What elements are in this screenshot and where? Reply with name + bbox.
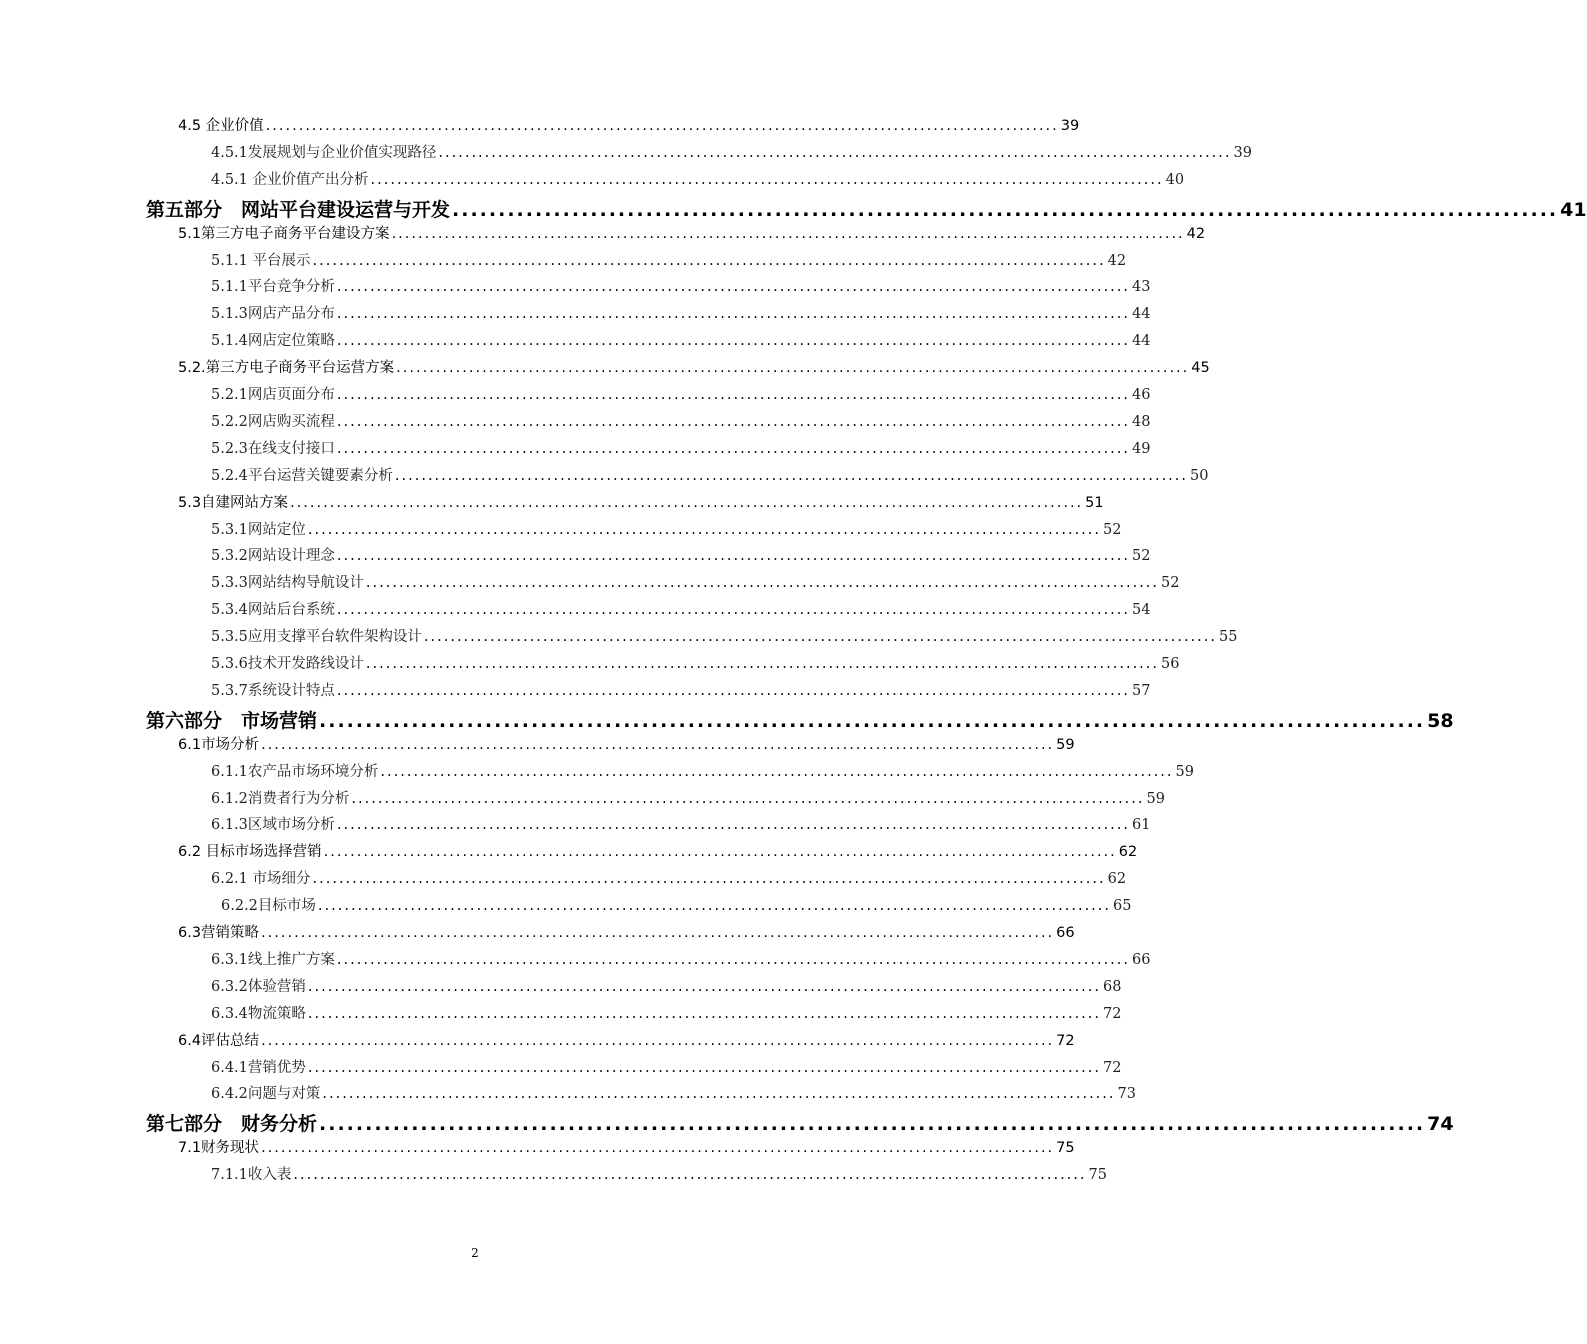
toc-leader-dots: ........................................................................................................................ — [312, 252, 1106, 269]
toc-entry-page: 44 — [1132, 333, 1151, 350]
toc-leader-dots: ........................................................................................................................ — [336, 387, 1131, 403]
toc-entry[interactable] — [211, 168, 1185, 189]
toc-entry-title: 5.2.1网店页面分布 — [211, 387, 335, 403]
toc-entry[interactable] — [146, 706, 1454, 733]
toc-entry-title: 6.4.1营销优势 — [211, 1059, 306, 1076]
toc-leader-dots: ........................................................................................................................ — [261, 1140, 1055, 1157]
toc-entry-page: 40 — [1165, 171, 1185, 188]
toc-entry[interactable] — [211, 1056, 1122, 1077]
toc-entry[interactable] — [178, 491, 1104, 512]
toc-leader-dots: ........................................................................................................................ — [336, 279, 1131, 296]
toc-entry-title: 5.3.7系统设计特点 — [211, 682, 335, 699]
toc-entry-title: 5.3.3网站结构导航设计 — [211, 575, 364, 592]
toc-leader-dots: ........................................................................................................................ — [261, 925, 1055, 941]
toc-entry-title: 6.2.2目标市场 — [221, 898, 316, 915]
toc-entry-title: 6.4.2问题与对策 — [211, 1086, 321, 1103]
toc-entry[interactable] — [211, 141, 1252, 162]
toc-entry[interactable] — [146, 1109, 1454, 1136]
toc-entry-title: 5.2.3在线支付接口 — [211, 440, 335, 457]
toc-entry-page: 66 — [1056, 925, 1075, 941]
toc-leader-dots: ........................................................................................................................ — [319, 1113, 1426, 1136]
toc-entry-title: 6.3.1线上推广方案 — [211, 951, 335, 968]
toc-entry-page: 39 — [1233, 144, 1252, 161]
toc-leader-dots: ........................................................................................................................ — [307, 521, 1102, 538]
toc-entry[interactable] — [178, 921, 1075, 942]
toc-entry-page: 74 — [1427, 1113, 1454, 1136]
toc-entry[interactable] — [211, 571, 1180, 592]
toc-entry[interactable] — [178, 356, 1210, 377]
toc-entry-title: 7.1财务现状 — [178, 1140, 260, 1157]
toc-entry-title: 6.3营销策略 — [178, 925, 260, 941]
toc-entry-page: 72 — [1103, 1005, 1122, 1022]
toc-entry-title: 4.5.1发展规划与企业价值实现路径 — [211, 144, 437, 161]
toc-entry-title: 第七部分 财务分析 — [146, 1113, 318, 1136]
toc-entry[interactable] — [211, 625, 1238, 646]
toc-entry-page: 59 — [1056, 736, 1075, 753]
toc-leader-dots: ........................................................................................................................ — [319, 709, 1426, 732]
toc-leader-dots: ........................................................................................................................ — [380, 763, 1174, 780]
toc-entry[interactable] — [178, 222, 1206, 243]
toc-leader-dots: ........................................................................................................................ — [336, 333, 1131, 350]
toc-entry-page: 72 — [1056, 1032, 1075, 1049]
toc-entry-title: 5.1.1平台竞争分析 — [211, 279, 335, 296]
toc-entry-title: 6.1.2消费者行为分析 — [211, 790, 350, 807]
toc-entry-title: 6.1.1农产品市场环境分析 — [211, 763, 379, 780]
toc-leader-dots: ........................................................................................................................ — [261, 736, 1055, 753]
toc-entry-page: 52 — [1161, 575, 1180, 592]
toc-leader-dots: ........................................................................................................................ — [365, 575, 1160, 592]
toc-leader-dots: ........................................................................................................................ — [391, 225, 1185, 242]
toc-entry-page: 73 — [1117, 1086, 1136, 1103]
toc-leader-dots: ........................................................................................................................ — [323, 844, 1117, 861]
toc-entry-page: 58 — [1427, 709, 1454, 732]
toc-leader-dots: ........................................................................................................................ — [293, 1167, 1087, 1184]
toc-entry[interactable] — [211, 464, 1209, 485]
toc-entry[interactable] — [211, 383, 1151, 404]
toc-entry-page: 56 — [1161, 656, 1180, 672]
toc-leader-dots: ........................................................................................................................ — [394, 467, 1189, 484]
toc-entry-page: 52 — [1132, 548, 1151, 565]
toc-entry-title: 6.1市场分析 — [178, 736, 260, 753]
toc-entry[interactable] — [178, 1136, 1075, 1157]
toc-entry-title: 6.4评估总结 — [178, 1032, 260, 1049]
toc-entry[interactable] — [211, 302, 1151, 323]
toc-entry-page: 50 — [1190, 467, 1209, 484]
toc-entry-title: 5.3.5应用支撑平台软件架构设计 — [211, 629, 422, 646]
toc-entry-page: 62 — [1118, 844, 1138, 861]
toc-entry-title: 6.1.3区域市场分析 — [211, 817, 335, 834]
toc-entry[interactable] — [211, 760, 1194, 781]
toc-leader-dots: ........................................................................................................................ — [370, 171, 1164, 188]
toc-entry-page: 49 — [1132, 440, 1151, 457]
toc-leader-dots: ........................................................................................................................ — [336, 951, 1131, 968]
toc-leader-dots: ........................................................................................................................ — [336, 602, 1131, 619]
toc-entry-title: 5.2.2网店购买流程 — [211, 413, 335, 430]
toc-entry-title: 第六部分 市场营销 — [146, 709, 318, 732]
toc-entry-title: 5.1.4网店定位策略 — [211, 333, 335, 350]
toc-entry[interactable] — [211, 275, 1151, 296]
toc-entry[interactable] — [178, 840, 1138, 861]
toc-leader-dots: ........................................................................................................................ — [351, 790, 1145, 807]
toc-entry-page: 59 — [1146, 790, 1165, 807]
toc-entry[interactable] — [211, 948, 1151, 969]
toc-leader-dots: ........................................................................................................................ — [336, 413, 1131, 430]
toc-entry-page: 59 — [1175, 763, 1194, 780]
toc-entry[interactable] — [211, 975, 1122, 996]
toc-entry-page: 45 — [1191, 360, 1210, 377]
toc-entry-page: 61 — [1132, 817, 1151, 834]
toc-entry[interactable] — [221, 894, 1132, 915]
toc-entry-title: 7.1.1收入表 — [211, 1167, 292, 1184]
toc-entry-page: 54 — [1132, 602, 1151, 619]
toc-entry[interactable] — [211, 1002, 1122, 1023]
toc-leader-dots: ........................................................................................................................ — [336, 440, 1131, 457]
toc-entry[interactable] — [178, 1029, 1075, 1050]
toc-leader-dots: ........................................................................................................................ — [322, 1086, 1116, 1103]
toc-entry[interactable] — [211, 813, 1151, 834]
toc-entry-title: 5.3.2网站设计理念 — [211, 548, 335, 565]
toc-entry-title: 第五部分 网站平台建设运营与开发 — [146, 198, 451, 221]
toc-leader-dots: ........................................................................................................................ — [423, 629, 1218, 646]
toc-entry-page: 55 — [1219, 629, 1238, 646]
toc-leader-dots: ........................................................................................................................ — [307, 1059, 1102, 1076]
toc-entry-page: 39 — [1060, 118, 1080, 134]
toc-entry-page: 44 — [1132, 306, 1151, 323]
toc-entry-page: 42 — [1186, 225, 1206, 242]
toc-leader-dots: ........................................................................................................................ — [317, 898, 1112, 915]
toc-entry[interactable] — [178, 733, 1075, 754]
toc-leader-dots: ........................................................................................................................ — [336, 306, 1131, 323]
toc-entry[interactable] — [178, 114, 1080, 135]
toc-entry-title: 4.5.1 企业价值产出分析 — [211, 171, 369, 188]
toc-entry[interactable] — [211, 598, 1151, 619]
toc-entry-title: 5.3自建网站方案 — [178, 494, 289, 511]
toc-entry[interactable] — [211, 410, 1151, 431]
toc-leader-dots: ........................................................................................................................ — [307, 1005, 1102, 1022]
toc-entry-page: 41 — [1560, 198, 1587, 221]
toc-entry[interactable] — [211, 787, 1165, 808]
toc-leader-dots: ........................................................................................................................ — [396, 360, 1190, 377]
toc-entry[interactable] — [211, 249, 1127, 270]
toc-entry-page: 66 — [1132, 951, 1151, 968]
toc-entry[interactable] — [211, 1163, 1107, 1184]
toc-entry-title: 6.2 目标市场选择营销 — [178, 844, 322, 861]
toc-entry-page: 42 — [1107, 252, 1127, 269]
page-number: 2 — [471, 1246, 479, 1260]
toc-leader-dots: ........................................................................................................................ — [290, 494, 1084, 511]
toc-entry-title: 5.1.3网店产品分布 — [211, 306, 335, 323]
toc-entry-page: 57 — [1132, 682, 1151, 699]
toc-entry-page: 65 — [1113, 898, 1132, 915]
toc-entry-page: 75 — [1056, 1140, 1075, 1157]
toc-entry[interactable] — [211, 329, 1151, 350]
toc-entry-page: 52 — [1103, 521, 1122, 538]
toc-entry-title: 6.3.4物流策略 — [211, 1005, 306, 1022]
toc-entry-page: 46 — [1132, 387, 1151, 403]
toc-entry-title: 6.2.1 市场细分 — [211, 871, 311, 888]
toc-entry-page: 62 — [1107, 871, 1127, 888]
toc-entry-page: 75 — [1088, 1167, 1107, 1184]
toc-entry-title: 5.3.4网站后台系统 — [211, 602, 335, 619]
toc-entry-page: 68 — [1103, 978, 1122, 995]
toc-entry-title: 5.2.4平台运营关键要素分析 — [211, 467, 393, 484]
toc-leader-dots: ........................................................................................................................ — [336, 682, 1131, 699]
toc-entry-title: 5.1第三方电子商务平台建设方案 — [178, 225, 390, 242]
toc-leader-dots: ........................................................................................................................ — [307, 978, 1102, 995]
toc-entry[interactable] — [211, 544, 1151, 565]
toc-entry-title: 5.2.第三方电子商务平台运营方案 — [178, 360, 395, 377]
toc-leader-dots: ........................................................................................................................ — [261, 1032, 1055, 1049]
toc-entry-page: 43 — [1132, 279, 1151, 296]
toc-leader-dots: ........................................................................................................................ — [336, 548, 1131, 565]
toc-entry[interactable] — [211, 652, 1180, 673]
toc-leader-dots: ........................................................................................................................ — [312, 871, 1106, 888]
toc-leader-dots: ........................................................................................................................ — [438, 144, 1232, 161]
toc-leader-dots: ........................................................................................................................ — [452, 198, 1559, 221]
toc-entry-page: 48 — [1132, 413, 1151, 430]
toc-entry[interactable] — [211, 867, 1127, 888]
toc-entry-title: 4.5 企业价值 — [178, 118, 264, 134]
toc-entry-title: 5.3.6技术开发路线设计 — [211, 656, 364, 672]
toc-entry[interactable] — [211, 518, 1122, 539]
toc-entry-title: 5.1.1 平台展示 — [211, 252, 311, 269]
toc-leader-dots: ........................................................................................................................ — [365, 656, 1160, 672]
toc-entry-page: 51 — [1085, 494, 1104, 511]
toc-entry[interactable] — [211, 437, 1151, 458]
toc-entry-title: 6.3.2体验营销 — [211, 978, 306, 995]
toc-entry-page: 72 — [1103, 1059, 1122, 1076]
toc-entry[interactable] — [146, 195, 1587, 222]
toc-leader-dots: ........................................................................................................................ — [265, 118, 1059, 134]
toc-leader-dots: ........................................................................................................................ — [336, 817, 1131, 834]
toc-entry-title: 5.3.1网站定位 — [211, 521, 306, 538]
toc-entry[interactable] — [211, 679, 1151, 700]
toc-entry[interactable] — [211, 1082, 1136, 1103]
